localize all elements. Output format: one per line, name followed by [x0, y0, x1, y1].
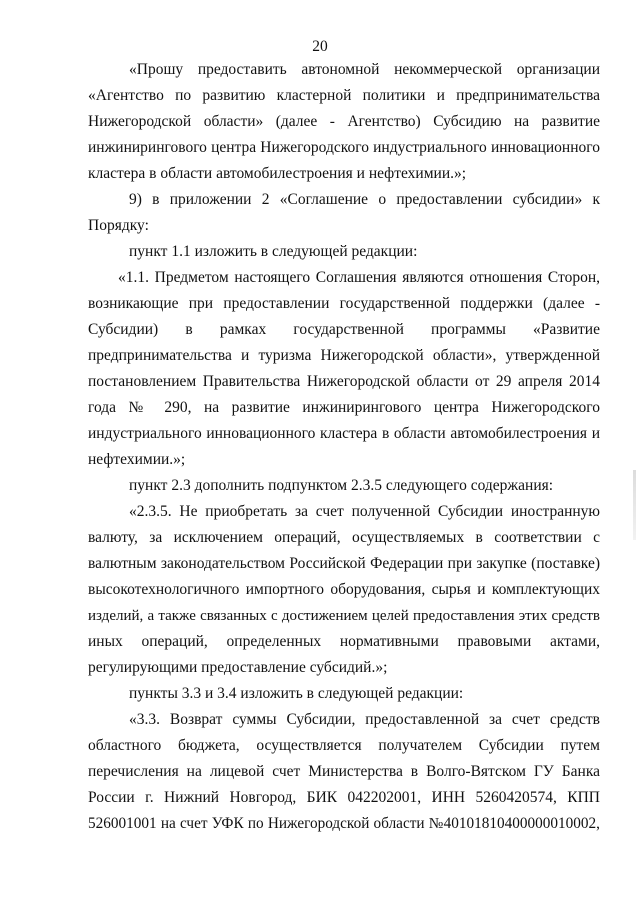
text-line: пункт 2.3 дополнить подпунктом 2.3.5 следующего содержания:	[129, 477, 554, 494]
text-line: 9) в приложении 2 «Соглашение о предоставлении субсидии» к	[129, 191, 600, 208]
text-line: Порядку:	[88, 217, 149, 234]
text-line: высокотехнологичного импортного оборудования, сырья и комплектующих	[88, 581, 600, 598]
text-line: 526001001 на счет УФК по Нижегородской области №40101810400000010002,	[88, 815, 600, 832]
text-line: года № 290, на развитие инжинирингового центра Нижегородского	[88, 399, 600, 416]
scan-edge-artifact	[633, 470, 636, 540]
text-line: валюту, за исключением операций, осуществляемых в соответствии с	[88, 529, 600, 546]
text-line: постановлением Правительства Нижегородской области от 29 апреля 2014	[88, 373, 600, 390]
text-line: индустриального инновационного кластера в области автомобилестроения и	[88, 425, 600, 442]
text-line: Субсидии) в рамках государственной программы «Развитие	[88, 321, 600, 338]
text-line: изделий, а также связанных с достижением целей предоставления этих средств	[88, 608, 600, 624]
text-line: предпринимательства и туризма Нижегородской области», утвержденной	[88, 347, 600, 364]
text-line: нефтехимии.»;	[88, 451, 186, 468]
text-line: валютным законодательством Российской Федерации при закупке (поставке)	[88, 555, 600, 572]
text-line: инжинирингового центра Нижегородского индустриального инновационного	[88, 139, 600, 156]
text-line: перечисления на лицевой счет Министерства в Волго-Вятском ГУ Банка	[88, 763, 600, 780]
text-line: кластера в области автомобилестроения и нефтехимии.»;	[88, 165, 467, 182]
text-line: регулирующими предоставление субсидий.»;	[88, 659, 388, 676]
text-line: «2.3.5. Не приобретать за счет полученной Субсидии иностранную	[129, 503, 600, 520]
text-line: «3.3. Возврат суммы Субсидии, предоставленной за счет средств	[129, 711, 600, 728]
text-line: областного бюджета, осуществляется получателем Субсидии путем	[88, 737, 600, 754]
text-line: Нижегородской области» (далее - Агентство) Субсидию на развитие	[88, 113, 600, 130]
text-line: иных операций, определенных нормативными правовыми актами,	[88, 633, 600, 650]
text-line: пункт 1.1 изложить в следующей редакции:	[129, 243, 418, 260]
text-line: пункты 3.3 и 3.4 изложить в следующей редакции:	[129, 685, 464, 702]
text-line: возникающие при предоставлении государственной поддержки (далее -	[88, 295, 600, 312]
text-line: «Прошу предоставить автономной некоммерческой организации	[129, 61, 600, 78]
text-line: «1.1. Предметом настоящего Соглашения являются отношения Сторон,	[118, 269, 600, 286]
text-line: «Агентство по развитию кластерной политики и предпринимательства	[88, 87, 600, 104]
text-line: России г. Нижний Новгород, БИК 042202001, ИНН 5260420574, КПП	[88, 789, 600, 806]
page-number: 20	[312, 38, 328, 55]
